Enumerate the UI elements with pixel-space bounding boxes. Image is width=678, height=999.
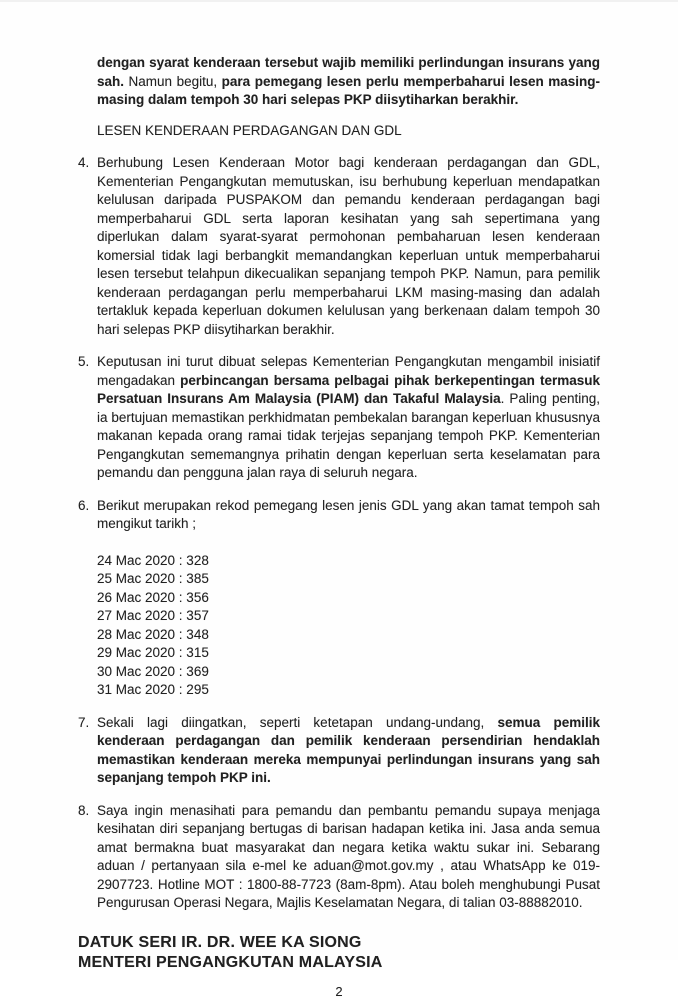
section-heading: LESEN KENDERAAN PERDAGANGAN DAN GDL [97, 122, 402, 138]
gdl-expiry-row: 28 Mac 2020 : 348 [97, 626, 209, 642]
text-segment: Berikut merupakan rekod pemegang lesen jenis GDL yang akan tamat tempoh sah mengikut tarikh ; [97, 497, 600, 531]
item-body [97, 154, 600, 339]
gdl-expiry-list [97, 552, 600, 700]
text-segment: perbincangan bersama pelbagai pihak berkepentingan termasuk Persatuan Insurans Am Malaysia (PIAM) dan Takaful Malaysia [97, 372, 601, 406]
text-segment: dengan syarat kenderaan tersebut wajib memiliki perlindungan insurans yang sah. [97, 55, 600, 89]
text-segment: Saya ingin menasihati para pemandu dan pembantu pemandu supaya menjaga kesihatan diri sepanjang bertugas di barisan hadapan ketika ini. Jasa anda semua amat bermakna buat masyarakat dan negara ketika waktu sukar ini. Sebarang aduan / pertanyaan sila e-mel ke aduan@mot.gov.my , atau WhatsApp ke 019-2907723. Hotline MOT : 1800-88-7723 (8am-8pm). Atau boleh menghubungi Pusat Pengurusan Operasi Negara, Majlis Keselamatan Negara, di talian 03-88882010. [97, 802, 600, 910]
item-number: 8. [78, 802, 90, 818]
list-item-5 [78, 353, 600, 483]
intro-paragraph [97, 54, 600, 110]
text-segment: . Paling penting, ia bertujuan memastikan perkhidmatan pembekalan barangan keperluan khususnya makanan kepada orang ramai tidak terjejas sepanjang tempoh PKP. Kementerian Pengangkutan sememangnya prihatin dengan keperluan serta keselamatan para pemandu dan pengguna jalan raya di seluruh negara. [97, 391, 600, 480]
gdl-expiry-row: 31 Mac 2020 : 295 [97, 682, 209, 697]
minister-title: MENTERI PENGANGKUTAN MALAYSIA [78, 954, 383, 971]
text-segment: Namun begitu, [124, 73, 222, 89]
list-item-7 [78, 714, 600, 788]
gdl-expiry-row: 30 Mac 2020 : 369 [97, 663, 209, 679]
list-item-8 [78, 802, 600, 913]
signature-block [78, 933, 600, 974]
item-number: 6. [78, 497, 90, 513]
list-item-4 [78, 154, 600, 339]
gdl-expiry-row: 27 Mac 2020 : 357 [97, 608, 209, 623]
item-number: 4. [78, 155, 90, 170]
item-body [97, 802, 600, 913]
item-body [97, 497, 600, 534]
item-number: 5. [78, 354, 90, 369]
item-number: 7. [78, 714, 90, 730]
text-segment: Keputusan ini turut dibuat selepas Kementerian Pengangkutan mengambil inisiatif mengadakan [97, 354, 600, 388]
text-segment: semua pemilik kenderaan perdagangan dan pemilik kenderaan persendirian hendaklah memastikan kenderaan mereka mempunyai perlindungan insurans yang sah sepanjang tempoh PKP ini. [97, 714, 601, 785]
gdl-expiry-row: 25 Mac 2020 : 385 [97, 571, 209, 586]
gdl-expiry-row: 24 Mac 2020 : 328 [97, 552, 209, 568]
text-segment: para pemegang lesen perlu memperbaharui lesen masing-masing dalam tempoh 30 hari selepas PKP diisytiharkan berakhir. [97, 73, 600, 107]
gdl-expiry-row: 29 Mac 2020 : 315 [97, 645, 209, 660]
text-segment: Berhubung Lesen Kenderaan Motor bagi kenderaan perdagangan dan GDL, Kementerian Pengangkutan memutuskan, isu berhubung keperluan mendapatkan kelulusan daripada PUSPAKOM dan pemandu kenderaan perdagangan bagi memperbaharui GDL serta laporan kesihatan yang sah sepertimana yang diperlukan dalam syarat-syarat permohonan pembaharuan lesen kenderaan komersial tidak lagi berbangkit memandangkan keperluan untuk memperbaharui lesen tersebut telahpun dikecualikan sepanjang tempoh PKP. Namun, para pemilik kenderaan perdagangan perlu memperbaharui LKM masing-masing dan adalah tertakluk kepada keperluan dokumen kelulusan yang berkenaan dalam tempoh 30 hari selepas PKP diisytiharkan berakhir. [97, 155, 600, 337]
minister-name: DATUK SERI IR. DR. WEE KA SIONG [78, 933, 362, 951]
page-number: 2 [335, 983, 343, 999]
list-item-6 [78, 497, 600, 700]
item-body [97, 353, 600, 483]
text-segment: Sekali lagi diingatkan, seperti ketetapan undang-undang, [97, 714, 498, 730]
gdl-expiry-row: 26 Mac 2020 : 356 [97, 589, 209, 605]
item-body [97, 714, 600, 788]
